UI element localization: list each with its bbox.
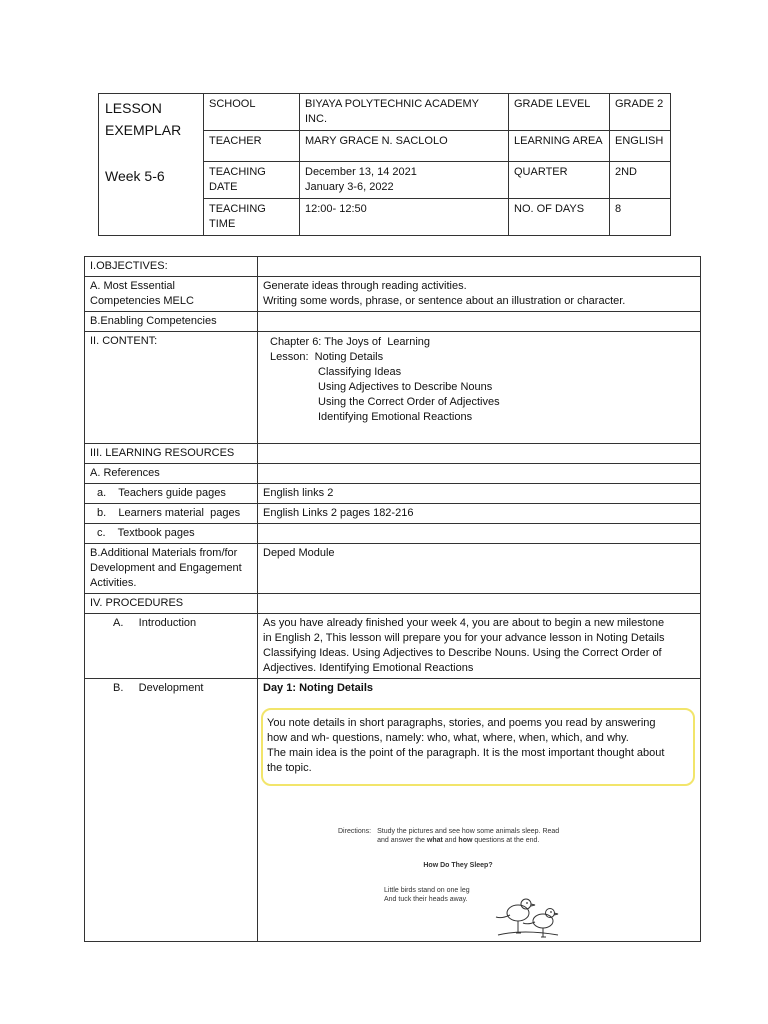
references-label: A. References	[85, 464, 258, 484]
school-label: SCHOOL	[204, 94, 300, 131]
melc-value-1: Generate ideas through reading activities.	[263, 280, 467, 292]
day1-line: the topic.	[267, 762, 312, 774]
directions-label: Directions:	[338, 828, 372, 835]
week-label: Week 5-6	[105, 168, 165, 184]
poem-line-1: Little birds stand on one leg	[384, 887, 470, 894]
content-label: II. CONTENT:	[85, 332, 258, 444]
tb-value	[258, 524, 701, 544]
procedures-label: IV. PROCEDURES	[85, 594, 258, 614]
additional-value: Deped Module	[258, 544, 701, 594]
worksheet-directions	[338, 827, 578, 845]
additional-label	[85, 544, 258, 594]
objectives-value	[258, 257, 701, 277]
poem-line-2: And tuck their heads away.	[384, 896, 468, 903]
day1-line: You note details in short paragraphs, stories, and poems you read by answering	[267, 717, 656, 729]
teaching-date-value-1: December 13, 14 2021	[305, 166, 417, 178]
additional-label-3: Activities.	[90, 577, 137, 589]
header-table	[98, 93, 671, 236]
content-item: Using Adjectives to Describe Nouns	[318, 381, 493, 393]
development-label: B. Development	[85, 679, 258, 942]
introduction-value	[258, 614, 701, 679]
title-line-1: LESSON	[105, 100, 162, 116]
enabling-label: B.Enabling Competencies	[85, 312, 258, 332]
teaching-date-label	[204, 162, 300, 199]
additional-label-2: Development and Engagement	[90, 562, 242, 574]
highlight-box	[261, 708, 695, 786]
content-lesson: Lesson: Noting Details	[270, 351, 384, 363]
content-item: Using the Correct Order of Adjectives	[318, 396, 500, 408]
days-label: NO. OF DAYS	[509, 199, 610, 236]
melc-value-2: Writing some words, phrase, or sentence about an illustration or character.	[263, 295, 626, 307]
melc-value	[258, 277, 701, 312]
directions-line-2a: and answer the	[377, 837, 427, 844]
days-value: 8	[610, 199, 671, 236]
tg-value: English links 2	[258, 484, 701, 504]
learning-area-value: ENGLISH	[610, 131, 671, 162]
school-value: BIYAYA POLYTECHNIC ACADEMY INC.	[300, 94, 509, 131]
teaching-time-label: TEACHING TIME	[204, 199, 300, 236]
content-item: Classifying Ideas	[318, 366, 402, 378]
day1-line: how and wh- questions, namely: who, what, where, when, which, and why.	[267, 732, 629, 744]
intro-line: Classifying Ideas. Using Adjectives to Describe Nouns. Using the Correct Order of	[263, 647, 662, 659]
grade-level-value: GRADE 2	[610, 94, 671, 131]
enabling-value	[258, 312, 701, 332]
directions-what: what	[426, 837, 443, 844]
tg-label: a. Teachers guide pages	[85, 484, 258, 504]
directions-and: and	[442, 837, 459, 844]
content-value	[258, 332, 701, 444]
lesson-plan-table	[84, 256, 701, 942]
directions-line-1: Study the pictures and see how some animals sleep. Read	[377, 828, 560, 835]
teaching-date-label-2: DATE	[209, 181, 238, 193]
intro-line: As you have already finished your week 4, you are about to begin a new milestone	[263, 617, 665, 629]
introduction-label: A. Introduction	[85, 614, 258, 679]
day1-line: The main idea is the point of the paragraph. It is the most important thought about	[267, 747, 665, 759]
lm-value: English Links 2 pages 182-216	[258, 504, 701, 524]
procedures-value	[258, 594, 701, 614]
references-value	[258, 464, 701, 484]
lm-label: b. Learners material pages	[85, 504, 258, 524]
teacher-label: TEACHER	[204, 131, 300, 162]
resources-label: III. LEARNING RESOURCES	[85, 444, 258, 464]
content-chapter: Chapter 6: The Joys of Learning	[270, 336, 431, 348]
quarter-label: QUARTER	[509, 162, 610, 199]
additional-label-1: B.Additional Materials from/for	[90, 547, 238, 559]
intro-line: in English 2, This lesson will prepare you for your advance lesson in Noting Details	[263, 632, 665, 644]
quarter-value: 2ND	[610, 162, 671, 199]
learning-area-label: LEARNING AREA	[509, 131, 610, 162]
directions-how: how	[458, 837, 473, 844]
objectives-label: I.OBJECTIVES:	[85, 257, 258, 277]
content-item: Identifying Emotional Reactions	[318, 411, 473, 423]
directions-line-2b: questions at the end.	[472, 837, 540, 844]
worksheet-title: How Do They Sleep?	[423, 862, 493, 869]
development-value	[258, 679, 701, 942]
teaching-date-value	[300, 162, 509, 199]
resources-value	[258, 444, 701, 464]
intro-line: Adjectives. Identifying Emotional Reactions	[263, 662, 474, 674]
teacher-value: MARY GRACE N. SACLOLO	[300, 131, 509, 162]
teaching-date-value-2: January 3-6, 2022	[305, 181, 394, 193]
birds-illustration	[488, 895, 564, 941]
lesson-title-cell	[99, 94, 204, 236]
melc-label-1: A. Most Essential	[90, 280, 175, 292]
teaching-date-label-1: TEACHING	[209, 166, 266, 178]
melc-label	[85, 277, 258, 312]
day1-title: Day 1: Noting Details	[263, 682, 374, 694]
teaching-time-value: 12:00- 12:50	[300, 199, 509, 236]
tb-label: c. Textbook pages	[85, 524, 258, 544]
melc-label-2: Competencies MELC	[90, 295, 194, 307]
directions-line-2	[377, 836, 559, 845]
worksheet-image	[338, 827, 578, 937]
grade-level-label: GRADE LEVEL	[509, 94, 610, 131]
title-line-2: EXEMPLAR	[105, 122, 182, 138]
